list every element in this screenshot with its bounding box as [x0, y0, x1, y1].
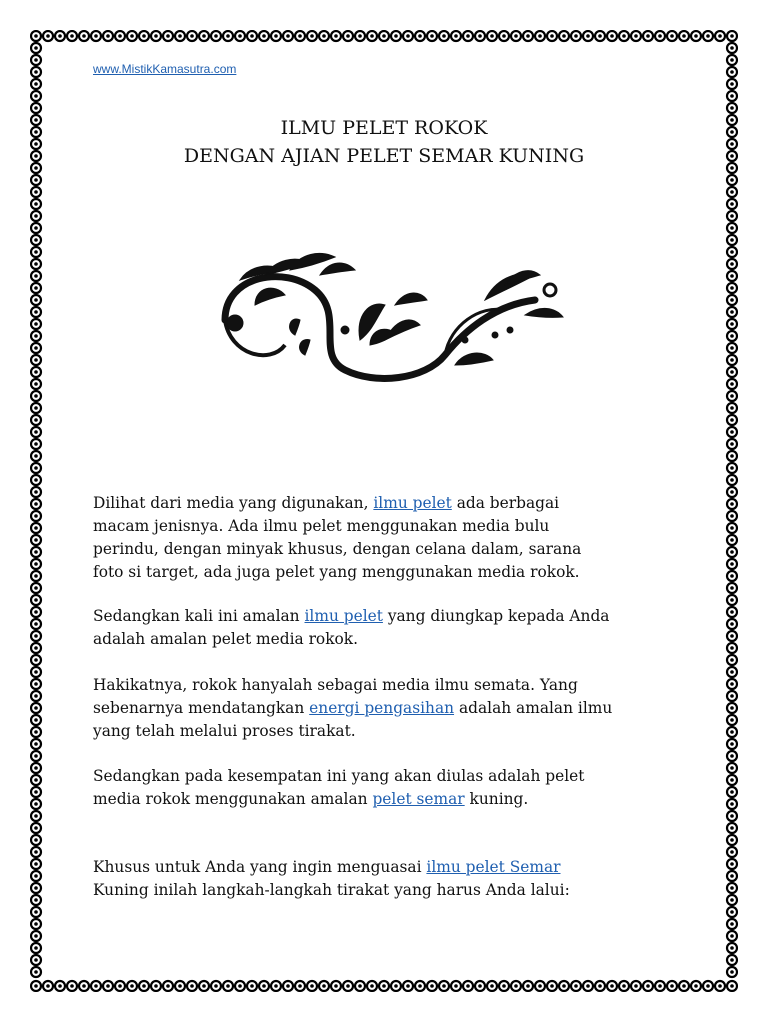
paragraph-text: Sedangkan kali ini amalan: [93, 607, 305, 625]
paragraph-text: perindu, dengan minyak khusus, dengan celana dalam, sarana: [93, 540, 582, 558]
link-ilmu-pelet[interactable]: ilmu pelet: [304, 607, 383, 625]
paragraph-5: [93, 856, 693, 902]
paragraph-1: [93, 492, 693, 584]
paragraph-2: [93, 605, 693, 651]
paragraph-3: [93, 674, 693, 743]
paragraph-text: adalah amalan pelet media rokok.: [93, 630, 358, 648]
paragraph-text: kuning.: [464, 790, 529, 808]
paragraph-text: adalah amalan ilmu: [454, 699, 613, 717]
paragraph-text: Khusus untuk Anda yang ingin menguasai: [93, 858, 427, 876]
paragraph-text: sebenarnya mendatangkan: [93, 699, 310, 717]
site-link[interactable]: www.MistikKamasutra.com: [93, 62, 237, 76]
paragraph-text: Dilihat dari media yang digunakan,: [93, 494, 374, 512]
page-subtitle: DENGAN AJIAN PELET SEMAR KUNING: [183, 145, 585, 167]
paragraph-text: foto si target, ada juga pelet yang menggunakan media rokok.: [93, 563, 580, 581]
paragraph-text: yang telah melalui proses tirakat.: [93, 722, 356, 740]
paragraph-text: Sedangkan pada kesempatan ini yang akan diulas adalah pelet: [93, 767, 585, 785]
link-ilmu-pelet-semar[interactable]: ilmu pelet Semar: [426, 858, 561, 876]
paragraph-text: Hakikatnya, rokok hanyalah sebagai media ilmu semata. Yang: [93, 676, 578, 694]
link-pelet-semar[interactable]: pelet semar: [372, 790, 465, 808]
paragraph-text: yang diungkap kepada Anda: [382, 607, 610, 625]
paragraph-4: [93, 765, 693, 811]
paragraph-text: ada berbagai: [451, 494, 560, 512]
paragraph-text: macam jenisnya. Ada ilmu pelet menggunakan media bulu: [93, 517, 550, 535]
paragraph-text: Kuning inilah langkah-langkah tirakat yang harus Anda lalui:: [93, 881, 570, 899]
link-energi-pengasihan[interactable]: energi pengasihan: [309, 699, 455, 717]
floral-swirl-ornament-icon: [195, 245, 570, 395]
page-title: ILMU PELET ROKOK: [280, 117, 488, 139]
link-ilmu-pelet[interactable]: ilmu pelet: [373, 494, 452, 512]
paragraph-text: media rokok menggunakan amalan: [93, 790, 373, 808]
